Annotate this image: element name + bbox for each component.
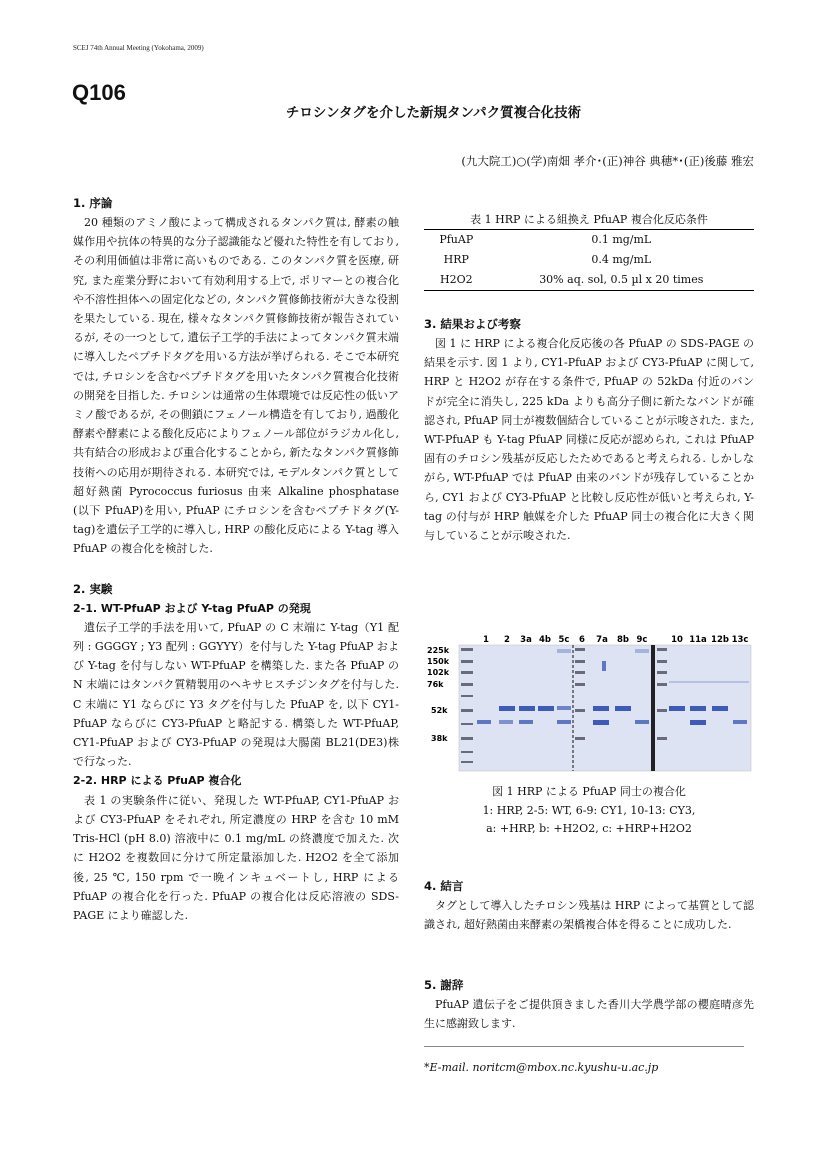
table1-caption: 表 1 HRP による組換え PfuAP 複合化反応条件 bbox=[470, 213, 708, 226]
sec4-body: タグとして導入したチロシン残基は HRP によって基質として認識され, 超好熱菌由来酵素の架橋複合体を得ることに成功した. bbox=[424, 899, 754, 932]
figure1-caption-line3: a: +HRP, b: +H2O2, c: +HRP+H2O2 bbox=[486, 822, 692, 835]
table-row bbox=[424, 250, 754, 270]
sec2-1-heading: 2-1. WT-PfuAP および Y-tag PfuAP の発現 bbox=[73, 601, 311, 615]
marker-label: 52k bbox=[431, 706, 448, 715]
sec1-body: 20 種類のアミノ酸によって構成されるタンパク質は, 酵素の触媒作用や抗体の特異的な分子認識能など優れた特性を有しており, その利用価値は非常に高いものである. このタンパク質を医療, 研究, また産業分野において有効利用する上で, ポリマーとの複合化や不溶性担体への固定化などの, タンパク質修飾技術が大きな役割を果たしている. 現在, 様々なタンパク質修飾技術が報告されているが, その一つとして, 遺伝子工学的手法によってタンパク質末端に導入したペプチドタグを用いる方法が挙げられる. そこで本研究では, チロシンを含むペプチドタグを用いたタンパク質複合化技術の開発を目指した. チロシンは通常の生体環境では反応性の低いアミノ酸であるが, その側鎖にフェノール構造を有しており, 過酸化酵素や酵素による酸化反応によりフェノール部位がラジカル化し, 共有結合の形成および重合化することから, 新たなタンパク質修飾技術への応用が期待される. 本研究では, モデルタンパク質として超好熱菌 Pyrococcus furiosus 由来 Alkaline phosphatase (以下 PfuAP)を用い, PfuAP にチロシンを含むペプチドタグ(Y-tag)を遺伝子工学的に導入し, HRP の酸化反応による Y-tag 導入 PfuAP の複合化を検討した. bbox=[73, 216, 399, 556]
lane-label: 8b bbox=[617, 635, 629, 645]
lane-label: 6 bbox=[579, 635, 585, 645]
lane-label: 2 bbox=[504, 635, 510, 645]
sec2-2-heading: 2-2. HRP による PfuAP 複合化 bbox=[73, 774, 242, 788]
gel-image bbox=[425, 633, 755, 773]
lane-label: 3a bbox=[520, 635, 532, 645]
sec2-1-body: 遺伝子工学的手法を用いて, PfuAP の C 末端に Y-tag（Y1 配列 : GGGGY ; Y3 配列 : GGYYY）を付与した Y-tag PfuAP および Y-tag を付与しない WT-PfuAP を構築した. また各 PfuAP の N 末端にはタンパク質精製用のヘキサヒスチジンタグを付与した. C 末端に Y1 ならびに Y3 タグを付与した PfuAP を, 以下 CY1-PfuAP ならびに CY3-PfuAP と略記する. 構築した WT-PfuAP, CY1-PfuAP および CY3-PfuAP の発現は大腸菌 BL21(DE3)株で行なった. bbox=[73, 620, 399, 769]
sec4 bbox=[424, 876, 754, 934]
sec3-heading: 3. 結果および考察 bbox=[424, 317, 521, 331]
table-cell: PfuAP bbox=[439, 233, 474, 246]
figure1-caption bbox=[424, 783, 754, 839]
sec5-heading: 5. 謝辞 bbox=[424, 978, 464, 992]
sec5 bbox=[424, 975, 754, 1033]
sec2-heading: 2. 実験 bbox=[73, 581, 113, 596]
paper-id: Q106 bbox=[72, 80, 126, 105]
lane-label: 7a bbox=[596, 635, 608, 645]
marker-label: 102k bbox=[427, 668, 450, 677]
lane-label: 11a bbox=[689, 635, 707, 645]
table1 bbox=[424, 211, 754, 291]
marker-label: 150k bbox=[427, 657, 450, 666]
footnote-rule bbox=[424, 1046, 744, 1047]
left-column bbox=[73, 193, 399, 925]
table-cell: H2O2 bbox=[439, 273, 473, 286]
sec2-2-body: 表 1 の実験条件に従い、発現した WT-PfuAP, CY1-PfuAP および CY3-PfuAP をそれぞれ, 所定濃度の HRP を含む 10 mM Tris-HCl (pH 8.0) 溶液中に 0.1 mg/mL の終濃度で加えた. 次に H2O2 を複数回に分けて所定量添加した. H2O2 を全て添加後, 25 ℃, 150 rpm で一晩インキュベートし, HRP による PfuAP の複合化を行った. PfuAP の複合化は反応溶液の SDS-PAGE により確認した. bbox=[73, 793, 399, 922]
sec4-heading: 4. 結言 bbox=[424, 879, 464, 893]
figure1-caption-line2: 1: HRP, 2-5: WT, 6-9: CY1, 10-13: CY3, bbox=[482, 803, 696, 817]
marker-label: 225k bbox=[427, 646, 450, 655]
table-row bbox=[424, 270, 754, 291]
header-note: SCEJ 74th Annual Meeting (Yokohama, 2009) bbox=[73, 44, 204, 52]
lane-label: 12b bbox=[711, 635, 729, 645]
lane-label: 4b bbox=[539, 635, 551, 645]
table1-grid bbox=[424, 229, 754, 291]
lane-label: 13c bbox=[731, 635, 749, 645]
table-cell: HRP bbox=[443, 253, 469, 266]
authors: (九大院工)○(学)南畑 孝介･(正)神谷 典穂*･(正)後藤 雅宏 bbox=[461, 154, 754, 168]
sec5-body: PfuAP 遺伝子をご提供頂きました香川大学農学部の櫻庭晴彦先生に感謝致します. bbox=[424, 998, 754, 1031]
lane-label: 9c bbox=[636, 635, 648, 645]
marker-label: 76k bbox=[427, 680, 444, 689]
figure1-gel bbox=[425, 633, 755, 773]
figure1-caption-line1: 図 1 HRP による PfuAP 同士の複合化 bbox=[492, 785, 686, 798]
sec1-heading: 1. 序論 bbox=[73, 196, 113, 210]
marker-label: 38k bbox=[431, 734, 448, 743]
sec3-body: 図 1 に HRP による複合化反応後の各 PfuAP の SDS-PAGE の結果を示す. 図 1 より, CY1-PfuAP および CY3-PfuAP に関して, HRP と H2O2 が存在する条件で, PfuAP の 52kDa 付近のバンドが完全に消失し, 225 kDa よりも高分子側に新たなバンドが確認され, PfuAP 同士が複数個結合していることが示唆された. また, WT-PfuAP も Y-tag PfuAP 同様に反応が認められ, これは PfuAP 固有のチロシン残基が反応したためであると考えられる. しかしながら, WT-PfuAP では PfuAP 由来のバンドが残存していることから, CY1 および CY3-PfuAP と比較し反応性が低いと考えられ, Y-tag の付与が HRP 触媒を介した PfuAP 同士の複合化に大きく関与していることが示唆された. bbox=[424, 337, 754, 543]
sec3 bbox=[424, 314, 754, 545]
table-cell: 0.4 mg/mL bbox=[591, 253, 652, 266]
lane-label: 10 bbox=[671, 635, 683, 645]
table-cell: 0.1 mg/mL bbox=[591, 233, 652, 246]
lane-label: 5c bbox=[558, 635, 570, 645]
email-footnote: *E-mail. noritcm@mbox.nc.kyushu-u.ac.jp bbox=[424, 1061, 659, 1074]
lane-label: 1 bbox=[483, 635, 489, 645]
table-cell: 30% aq. sol, 0.5 µl x 20 times bbox=[539, 273, 704, 286]
table-row bbox=[424, 230, 754, 251]
paper-title: チロシンタグを介した新規タンパク質複合化技術 bbox=[285, 105, 582, 121]
